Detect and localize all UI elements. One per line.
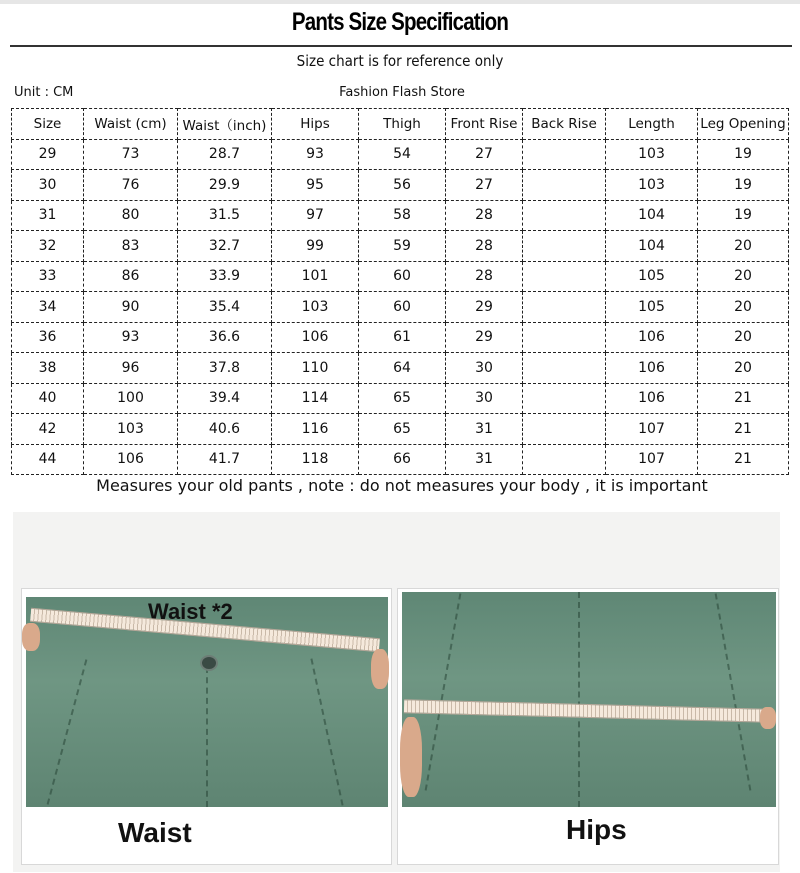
table-cell: 106 — [606, 383, 698, 414]
table-cell: 114 — [272, 383, 359, 414]
column-header: Leg Opening — [698, 109, 789, 140]
table-cell: 106 — [272, 322, 359, 353]
table-cell: 118 — [272, 444, 359, 475]
table-cell — [523, 383, 606, 414]
table-cell: 39.4 — [178, 383, 272, 414]
hand-right — [760, 707, 776, 729]
hips-photo-panel — [397, 588, 779, 865]
table-cell: 106 — [606, 353, 698, 384]
table-cell: 31 — [446, 444, 523, 475]
table-cell: 37.8 — [178, 353, 272, 384]
table-cell: 59 — [359, 231, 446, 262]
table-cell: 34 — [12, 292, 84, 323]
table-cell: 56 — [359, 170, 446, 201]
table-cell: 66 — [359, 444, 446, 475]
pocket-seam — [715, 593, 752, 790]
table-cell: 30 — [446, 353, 523, 384]
table-cell: 95 — [272, 170, 359, 201]
subtitle: Size chart is for reference only — [296, 52, 504, 70]
table-cell: 41.7 — [178, 444, 272, 475]
table-cell: 73 — [84, 139, 178, 170]
table-cell — [523, 139, 606, 170]
table-row — [12, 170, 789, 201]
table-cell: 19 — [698, 200, 789, 231]
table-cell: 20 — [698, 261, 789, 292]
table-cell: 20 — [698, 322, 789, 353]
column-header: Thigh — [359, 109, 446, 140]
pocket-seam — [47, 659, 88, 804]
table-row — [12, 139, 789, 170]
table-cell: 76 — [84, 170, 178, 201]
table-cell: 106 — [84, 444, 178, 475]
table-cell: 30 — [446, 383, 523, 414]
table-cell: 44 — [12, 444, 84, 475]
table-cell: 103 — [606, 139, 698, 170]
table-cell: 65 — [359, 383, 446, 414]
waist-times-two-label: Waist *2 — [148, 599, 233, 624]
pocket-seam — [310, 658, 343, 805]
table-header-row — [12, 109, 789, 140]
table-cell: 64 — [359, 353, 446, 384]
table-cell: 106 — [606, 322, 698, 353]
table-cell: 30 — [12, 170, 84, 201]
table-row — [12, 444, 789, 475]
table-cell: 33 — [12, 261, 84, 292]
table-row — [12, 414, 789, 445]
size-table — [11, 108, 789, 475]
table-cell: 103 — [272, 292, 359, 323]
table-cell — [523, 444, 606, 475]
table-cell — [523, 322, 606, 353]
table-cell: 86 — [84, 261, 178, 292]
table-cell: 27 — [446, 170, 523, 201]
column-header: Back Rise — [523, 109, 606, 140]
table-cell: 21 — [698, 414, 789, 445]
table-row — [12, 322, 789, 353]
top-border — [0, 0, 800, 4]
table-cell: 20 — [698, 353, 789, 384]
table-cell: 58 — [359, 200, 446, 231]
table-cell: 83 — [84, 231, 178, 262]
table-row — [12, 261, 789, 292]
table-row — [12, 231, 789, 262]
table-row — [12, 353, 789, 384]
table-cell: 90 — [84, 292, 178, 323]
table-cell: 40.6 — [178, 414, 272, 445]
table-cell: 65 — [359, 414, 446, 445]
table-cell: 61 — [359, 322, 446, 353]
table-cell: 93 — [84, 322, 178, 353]
table-cell — [523, 414, 606, 445]
fly-seam — [578, 592, 580, 807]
table-cell: 33.9 — [178, 261, 272, 292]
table-cell: 32.7 — [178, 231, 272, 262]
table-cell: 96 — [84, 353, 178, 384]
table-cell: 20 — [698, 231, 789, 262]
table-cell: 29 — [446, 322, 523, 353]
waist-photo-panel — [21, 588, 392, 865]
table-cell: 103 — [84, 414, 178, 445]
table-cell: 105 — [606, 261, 698, 292]
table-cell: 36.6 — [178, 322, 272, 353]
table-cell: 29.9 — [178, 170, 272, 201]
waist-label: Waist — [118, 817, 192, 848]
column-header: Waist (cm) — [84, 109, 178, 140]
pants-button — [200, 655, 218, 671]
table-cell: 103 — [606, 170, 698, 201]
hand-left — [400, 717, 422, 797]
table-cell: 19 — [698, 170, 789, 201]
table-cell: 31 — [12, 200, 84, 231]
table-cell — [523, 231, 606, 262]
table-cell: 104 — [606, 231, 698, 262]
table-cell: 99 — [272, 231, 359, 262]
table-cell: 104 — [606, 200, 698, 231]
table-cell — [523, 353, 606, 384]
table-cell: 105 — [606, 292, 698, 323]
table-cell: 29 — [446, 292, 523, 323]
table-cell: 28.7 — [178, 139, 272, 170]
table-row — [12, 292, 789, 323]
table-cell: 97 — [272, 200, 359, 231]
pants-image-hips — [402, 592, 776, 807]
hand-right — [371, 649, 389, 689]
table-cell — [523, 170, 606, 201]
table-cell: 42 — [12, 414, 84, 445]
table-row — [12, 383, 789, 414]
fly-seam — [206, 667, 208, 807]
column-header: Hips — [272, 109, 359, 140]
table-cell: 27 — [446, 139, 523, 170]
table-cell: 101 — [272, 261, 359, 292]
table-cell — [523, 261, 606, 292]
table-cell: 35.4 — [178, 292, 272, 323]
table-cell: 38 — [12, 353, 84, 384]
hips-label: Hips — [566, 814, 627, 845]
table-cell: 19 — [698, 139, 789, 170]
table-cell: 107 — [606, 414, 698, 445]
table-cell: 32 — [12, 231, 84, 262]
hand-left — [22, 623, 40, 651]
column-header: Front Rise — [446, 109, 523, 140]
table-row — [12, 200, 789, 231]
table-cell: 107 — [606, 444, 698, 475]
table-cell: 21 — [698, 383, 789, 414]
table-cell: 31.5 — [178, 200, 272, 231]
column-header: Waist（inch) — [178, 109, 272, 140]
table-cell: 28 — [446, 231, 523, 262]
table-cell: 60 — [359, 261, 446, 292]
page-title: Pants Size Specification — [291, 8, 509, 36]
store-name: Fashion Flash Store — [339, 85, 465, 100]
measurement-note: Measures your old pants , note : do not measures your body , it is important — [96, 476, 708, 495]
table-cell: 93 — [272, 139, 359, 170]
table-cell: 20 — [698, 292, 789, 323]
table-cell: 40 — [12, 383, 84, 414]
table-cell: 29 — [12, 139, 84, 170]
table-cell: 116 — [272, 414, 359, 445]
table-cell: 36 — [12, 322, 84, 353]
table-cell: 110 — [272, 353, 359, 384]
table-cell — [523, 292, 606, 323]
table-cell: 60 — [359, 292, 446, 323]
unit-label: Unit : CM — [14, 85, 74, 100]
column-header: Length — [606, 109, 698, 140]
table-cell: 28 — [446, 200, 523, 231]
table-cell: 54 — [359, 139, 446, 170]
table-cell: 100 — [84, 383, 178, 414]
table-cell: 80 — [84, 200, 178, 231]
title-divider — [10, 45, 792, 47]
table-cell: 31 — [446, 414, 523, 445]
table-cell: 21 — [698, 444, 789, 475]
column-header: Size — [12, 109, 84, 140]
pocket-seam — [425, 593, 462, 790]
table-cell — [523, 200, 606, 231]
table-cell: 28 — [446, 261, 523, 292]
